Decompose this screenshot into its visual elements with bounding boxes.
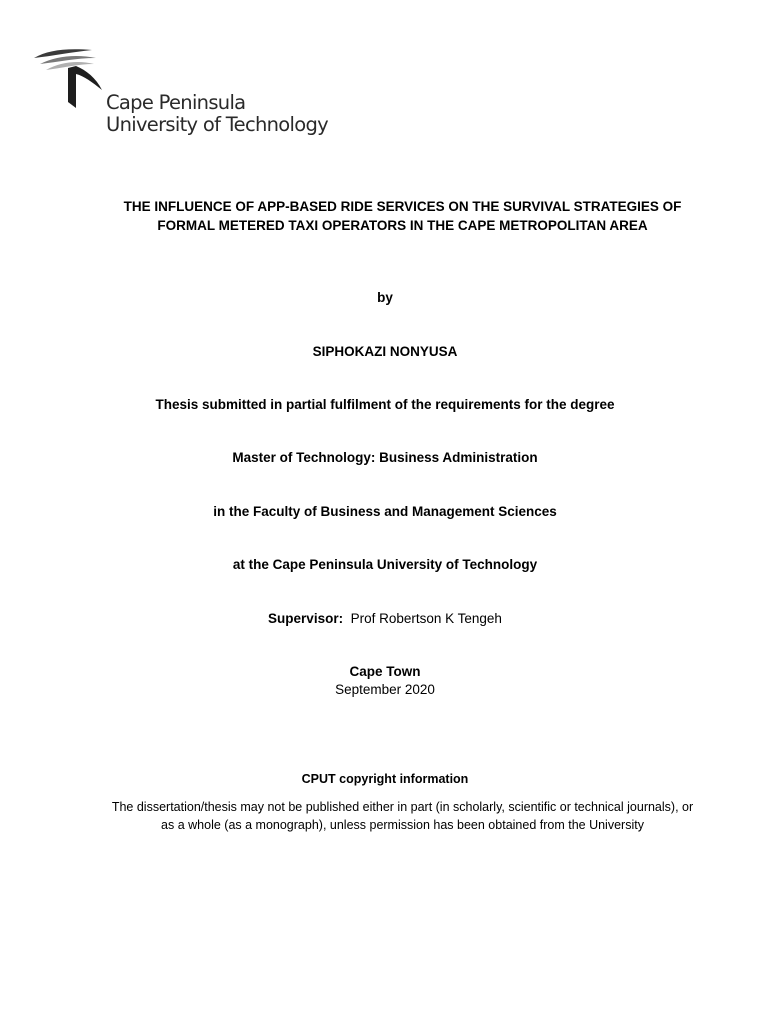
- faculty-name: in the Faculty of Business and Management Sciences: [213, 504, 557, 519]
- cput-logo-icon: [30, 44, 110, 114]
- supervisor-label: Supervisor:: [268, 611, 344, 626]
- logo-text-line-1: Cape Peninsula: [106, 91, 246, 114]
- university-name: at the Cape Peninsula University of Technology: [232, 557, 538, 572]
- copyright-text: The dissertation/thesis may not be published either in part (in scholarly, scientific or technical journals), or as a whole (as a monograph), unless permission has been obtained from the University: [111, 800, 694, 832]
- city: Cape Town: [349, 664, 421, 679]
- supervisor-name: Prof Robertson K Tengeh: [350, 611, 502, 626]
- supervisor-line: [0, 610, 770, 629]
- degree-name: Master of Technology: Business Administration: [232, 450, 538, 465]
- thesis-title: THE INFLUENCE OF APP-BASED RIDE SERVICES ON THE SURVIVAL STRATEGIES OF FORMAL METERED TAXI OPERATORS IN THE CAPE METROPOLITAN AREA: [123, 199, 682, 233]
- submission-statement: Thesis submitted in partial fulfilment of the requirements for the degree: [155, 397, 615, 412]
- university-logo: [30, 44, 330, 144]
- author-name: SIPHOKAZI NONYUSA: [312, 344, 458, 359]
- submission-date: September 2020: [335, 682, 435, 697]
- copyright-heading: CPUT copyright information: [301, 772, 469, 786]
- by-label: by: [377, 290, 393, 305]
- logo-text-line-2: University of Technology: [106, 113, 328, 136]
